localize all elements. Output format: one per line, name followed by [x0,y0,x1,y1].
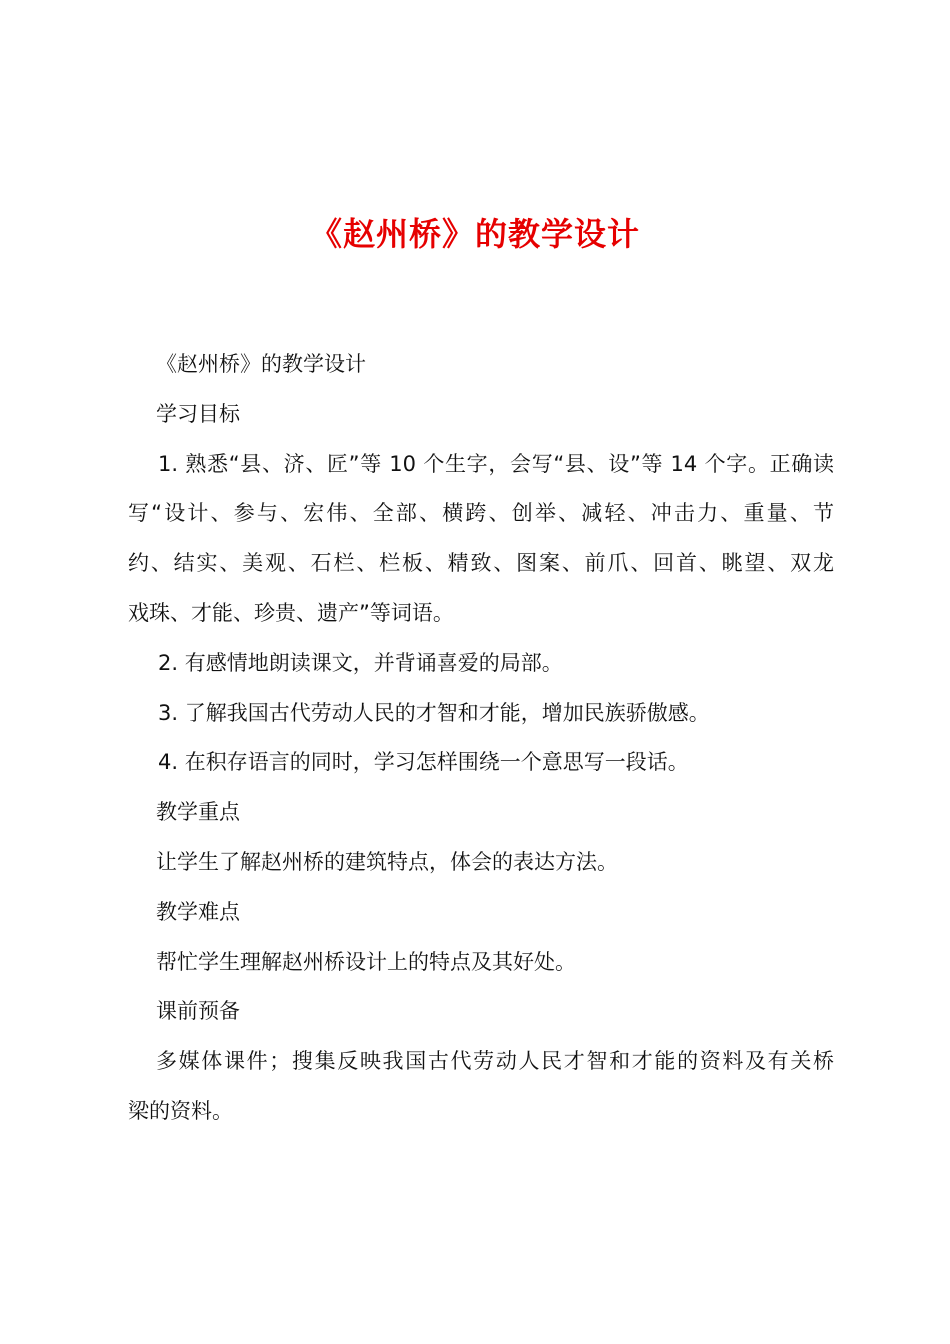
objective-1-line-2: 写“设计、参与、宏伟、全部、横跨、创举、减轻、冲击力、重量、节 [128,501,834,526]
document-body [128,340,834,1137]
section-heading-objectives: 学习目标 [156,401,240,426]
objective-3: 3. 了解我国古代劳动人民的才智和才能，增加民族骄傲感。 [158,700,710,725]
objective-4: 4. 在积存语言的同时，学习怎样围绕一个意思写一段话。 [158,750,689,775]
document-title: 《赵州桥》的教学设计 [309,215,640,253]
key-points-text: 让学生了解赵州桥的建筑特点，体会的表达方法。 [156,849,618,874]
objective-1-line-3: 约、结实、美观、石栏、栏板、精致、图案、前爪、回首、眺望、双龙 [128,551,834,576]
section-heading-preparation: 课前预备 [156,999,240,1024]
section-heading-difficulties: 教学难点 [156,899,240,924]
objective-1-line-1: 1. 熟悉“县、济、匠”等 10 个生字，会写“县、设”等 14 个字。正确读 [158,451,834,476]
objective-1-line-4: 戏珠、才能、珍贵、遗产”等词语。 [128,600,454,625]
preparation-text-line-2: 梁的资料。 [128,1098,233,1123]
difficulties-text: 帮忙学生理解赵州桥设计上的特点及其好处。 [156,949,576,974]
objective-2: 2. 有感情地朗读课文，并背诵喜爱的局部。 [158,650,563,675]
subtitle-line: 《赵州桥》的教学设计 [156,352,366,376]
preparation-text-line-1: 多媒体课件；搜集反映我国古代劳动人民才智和才能的资料及有关桥 [156,1049,834,1074]
section-heading-key-points: 教学重点 [156,800,240,825]
